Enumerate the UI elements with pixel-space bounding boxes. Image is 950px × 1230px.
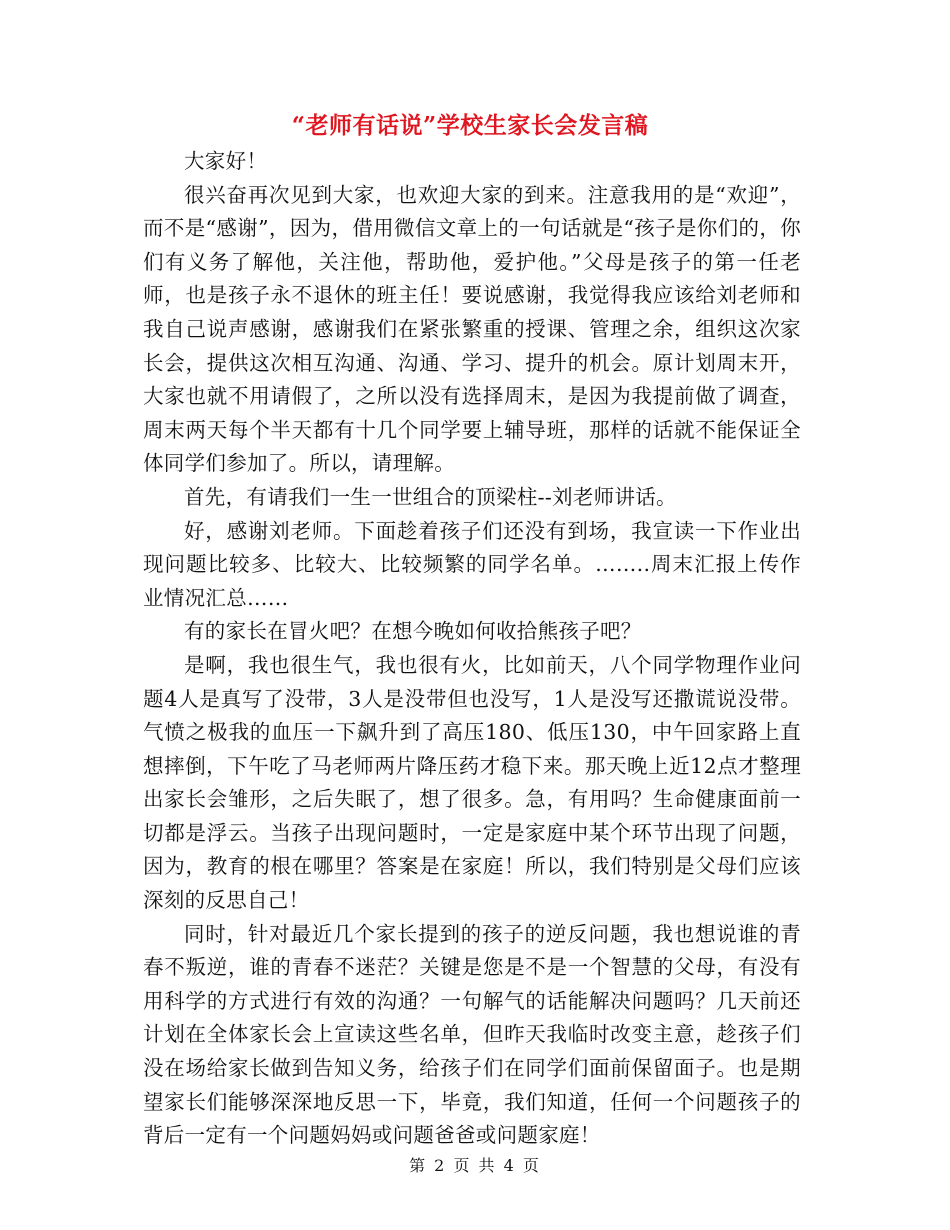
paragraph-greeting: 大家好！ [184, 149, 268, 173]
page-footer: 第 2 页 共 4 页 [409, 1156, 541, 1175]
document-title: “老师有话说”学校生家长会发言稿 [291, 112, 649, 139]
paragraph-anger: 是啊，我也很生气，我也很有火，比如前天，八个同学物理作业问题4人是真写了没带，3人是没带但也没写，1人是没写还撒谎说没带。气愤之极我的血压一下飙升到了高压180、低压130，中午回家路上直想摔倒，下午吃了马老师两片降压药才稳下来。那天晚上近12点才整理出家长会雏形，之后失眠了，想了很多。急，有用吗？生命健康面前一切都是浮云。当孩子出现问题时，一定是家庭中某个环节出现了问题，因为，教育的根在哪里？答案是在家庭！所以，我们特别是父母们应该深刻的反思自己！ [143, 652, 801, 913]
document-body [143, 145, 801, 1153]
paragraph-homework-list: 好，感谢刘老师。下面趁着孩子们还没有到场，我宣读一下作业出现问题比较多、比较大、比较频繁的同学名单。……..周末汇报上传作业情况汇总…… [143, 518, 801, 610]
paragraph-rebellion: 同时，针对最近几个家长提到的孩子的逆反问题，我也想说谁的青春不叛逆，谁的青春不迷茫？关键是您是不是一个智慧的父母，有没有用科学的方式进行有效的沟通？一句解气的话能解决问题吗？几天前还计划在全体家长会上宣读这些名单，但昨天我临时改变主意，趁孩子们没在场给家长做到告知义务，给孩子们在同学们面前保留面子。也是期望家长们能够深深地反思一下，毕竟，我们知道，任何一个问题孩子的背后一定有一个问题妈妈或问题爸爸或问题家庭！ [143, 921, 801, 1148]
paragraph-question: 有的家长在冒火吧？在想今晚如何收拾熊孩子吧？ [184, 619, 642, 644]
paragraph-welcome: 很兴奋再次见到大家，也欢迎大家的到来。注意我用的是“欢迎”，而不是“感谢”，因为，借用微信文章上的一句话就是“孩子是你们的，你们有义务了解他，关注他，帮助他，爱护他。”父母是孩子的第一任老师，也是孩子永不退休的班主任！要说感谢，我觉得我应该给刘老师和我自己说声感谢，感谢我们在紧张繁重的授课、管理之余，组织这次家长会，提供这次相互沟通、沟通、学习、提升的机会。原计划周末开，大家也就不用请假了，之所以没有选择周末，是因为我提前做了调查，周末两天每个半天都有十几个同学要上辅导班，那样的话就不能保证全体同学们参加了。所以，请理解。 [143, 182, 801, 476]
paragraph-invite-teacher: 首先，有请我们一生一世组合的顶梁柱--刘老师讲话。 [184, 484, 677, 509]
